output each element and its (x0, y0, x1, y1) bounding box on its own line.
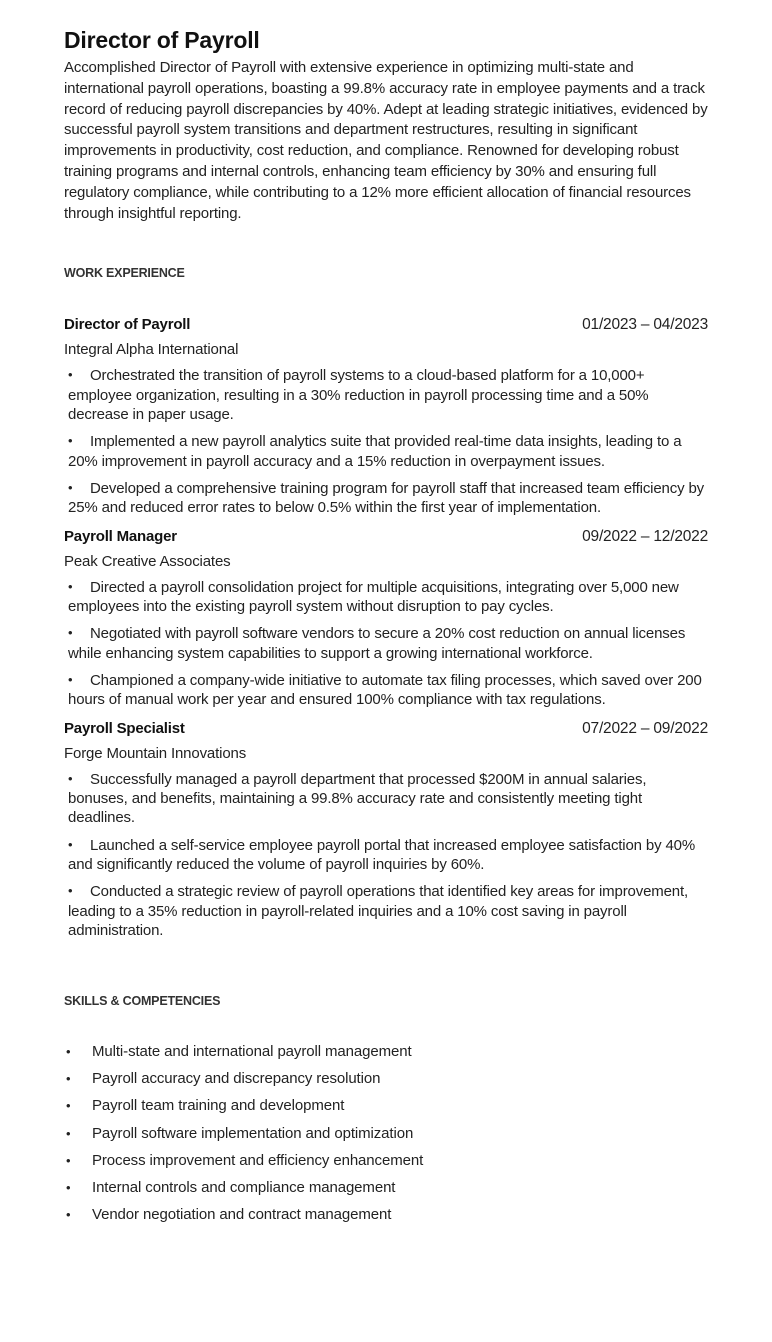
job-company: Peak Creative Associates (64, 552, 231, 570)
job-bullet (68, 835, 708, 874)
resume-name: Director of Payroll (64, 27, 260, 53)
job-bullet (68, 769, 708, 828)
job-entry (64, 528, 708, 710)
bullet-icon: • (68, 433, 73, 449)
job-bullet-text: Developed a comprehensive training program for payroll staff that increased team efficiency by 25% and reduced error rates to below 0.5% within the first year of implementation. (68, 480, 705, 517)
job-bullet-text: Implemented a new payroll analytics suite that provided real-time data insights, leading to a 20% improvement in payroll accuracy and a 15% reduction in overpayment issues. (68, 433, 682, 470)
job-bullet (68, 478, 708, 517)
job-bullet-text: Successfully managed a payroll department that processed $200M in annual salaries, bonuses, and benefits, maintaining a 99.8% accuracy rate and consistently meeting tight deadlines. (68, 770, 647, 826)
skill-text: Payroll accuracy and discrepancy resolution (92, 1070, 381, 1088)
job-list (64, 316, 708, 940)
job-bullet (68, 670, 708, 709)
bullet-icon: • (68, 367, 73, 383)
job-title: Payroll Manager (64, 527, 177, 545)
bullet-icon: • (66, 1098, 71, 1114)
job-company: Forge Mountain Innovations (64, 744, 247, 762)
skill-item (64, 1174, 708, 1201)
bullet-icon: • (68, 625, 73, 641)
job-bullet (68, 881, 708, 940)
skill-text: Vendor negotiation and contract management (92, 1206, 392, 1224)
job-header (64, 528, 708, 550)
job-bullet-list (64, 365, 708, 517)
skill-text: Internal controls and compliance management (92, 1179, 396, 1196)
job-bullet (68, 577, 708, 616)
job-bullet-text: Conducted a strategic review of payroll operations that identified key areas for improvement, leading to a 35% reduction in payroll-related inquiries and a 10% cost saving in payroll administration. (68, 883, 689, 939)
job-bullet-text: Championed a company-wide initiative to automate tax filing processes, which saved over 200 hours of manual work per year and ensured 100% compliance with tax regulations. (68, 672, 702, 709)
skill-text: Multi-state and international payroll management (92, 1042, 412, 1060)
bullet-icon: • (66, 1207, 71, 1223)
work-experience-section (64, 266, 708, 940)
job-entry (64, 316, 708, 517)
bullet-icon: • (68, 883, 73, 899)
bullet-icon: • (68, 836, 73, 852)
job-bullet (68, 431, 708, 470)
section-title-skills: SKILLS & COMPETENCIES (64, 993, 221, 1008)
bullet-icon: • (68, 480, 73, 496)
job-bullet-list (64, 577, 708, 710)
skill-item (64, 1092, 708, 1119)
job-bullet-text: Orchestrated the transition of payroll systems to a cloud-based platform for a 10,000+ employee organization, resulting in a 30% reduction in payroll processing time and a 50% decrease in paper usage. (68, 367, 649, 423)
bullet-icon: • (66, 1071, 71, 1087)
job-dates: 09/2022 – 12/2022 (582, 527, 708, 545)
job-bullet-text: Negotiated with payroll software vendors to secure a 20% cost reduction on annual licenses while enhancing system capabilities to support a growing international workforce. (68, 625, 686, 662)
job-company: Integral Alpha International (64, 341, 239, 359)
section-title-work-experience: WORK EXPERIENCE (64, 266, 185, 281)
skills-list (64, 1038, 708, 1228)
job-bullet-text: Launched a self-service employee payroll portal that increased employee satisfaction by 40% and significantly reduced the volume of payroll inquiries by 60%. (68, 836, 696, 873)
job-title: Director of Payroll (64, 316, 191, 334)
job-bullet (68, 365, 708, 424)
skill-text: Process improvement and efficiency enhancement (92, 1151, 424, 1169)
skill-text: Payroll software implementation and optimization (92, 1124, 414, 1142)
skill-item (64, 1201, 708, 1228)
bullet-icon: • (68, 578, 73, 594)
bullet-icon: • (66, 1152, 71, 1168)
job-header (64, 720, 708, 742)
skill-text: Payroll team training and development (92, 1097, 345, 1115)
job-header (64, 316, 708, 338)
bullet-icon: • (66, 1043, 71, 1059)
bullet-icon: • (66, 1180, 71, 1195)
job-bullet (68, 623, 708, 662)
job-title: Payroll Specialist (64, 719, 185, 737)
bullet-icon: • (66, 1125, 71, 1141)
job-entry (64, 720, 708, 940)
job-bullet-list (64, 769, 708, 940)
job-dates: 07/2022 – 09/2022 (582, 719, 708, 737)
skills-section (64, 994, 708, 1228)
professional-summary: Accomplished Director of Payroll with extensive experience in optimizing multi-state and international payroll operations, boasting a 99.8% accuracy rate in employee payments and a track record of reducing payroll discrepancies by 40%. Adept at leading strategic initiatives, evidenced by successful payroll system transitions and department restructures, resulting in significant improvements in productivity, cost reduction, and compliance. Renowned for developing robust training programs and internal controls, enhancing team efficiency by 30% and ensuring full regulatory compliance, while contributing to a 12% more efficient allocation of financial resources through insightful reporting. (64, 59, 708, 222)
job-dates: 01/2023 – 04/2023 (582, 316, 708, 334)
skill-item (64, 1065, 708, 1092)
bullet-icon: • (68, 672, 73, 688)
job-bullet-text: Directed a payroll consolidation project for multiple acquisitions, integrating over 5,000 new employees into the existing payroll system without disruption to pay cycles. (68, 578, 679, 615)
bullet-icon: • (68, 770, 73, 786)
skill-item (64, 1038, 708, 1065)
skill-item (64, 1120, 708, 1147)
skill-item (64, 1147, 708, 1174)
